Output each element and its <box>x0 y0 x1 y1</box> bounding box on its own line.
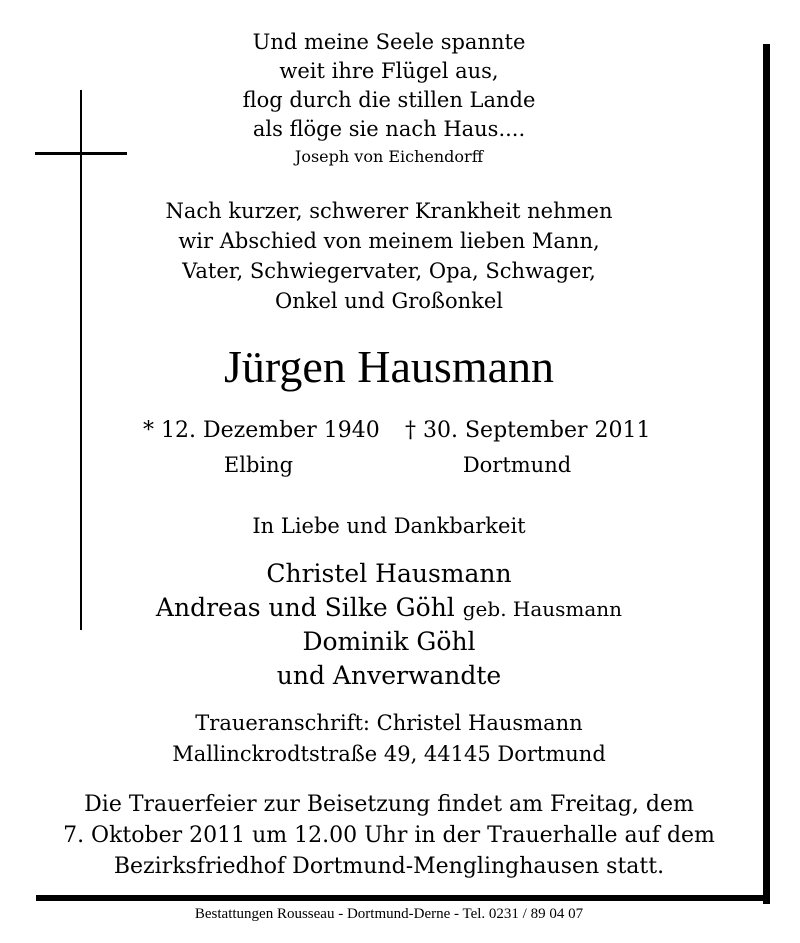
ceremony-line: Bezirksfriedhof Dortmund-Menglinghausen statt. <box>113 854 665 879</box>
address-line: Mallinckrodtstraße 49, 44145 Dortmund <box>172 742 606 766</box>
birth-date: * 12. Dezember 1940 <box>143 418 380 443</box>
birth-place: Elbing <box>223 453 294 477</box>
death-place: Dortmund <box>462 453 572 477</box>
family-member-note: geb. Hausmann <box>462 597 623 621</box>
family-member: Christel Hausmann <box>266 559 512 588</box>
ceremony-line: Die Trauerfeier zur Beisetzung findet am Freitag, dem <box>84 792 694 817</box>
intro-line: Nach kurzer, schwerer Krankheit nehmen <box>165 199 613 223</box>
poem-author: Joseph von Eichendorff <box>294 147 484 166</box>
poem-line: Und meine Seele spannte <box>252 30 526 54</box>
poem-line: flog durch die stillen Lande <box>242 88 536 112</box>
family-member: Dominik Göhl <box>302 627 476 656</box>
address-line: Traueranschrift: Christel Hausmann <box>195 711 583 735</box>
intro-line: wir Abschied von meinem lieben Mann, <box>178 229 600 253</box>
intro-line: Vater, Schwiegervater, Opa, Schwager, <box>182 259 596 283</box>
death-date: † 30. September 2011 <box>405 418 651 443</box>
frame-right-shadow <box>763 44 770 904</box>
family-member <box>0 591 778 626</box>
ceremony-line: 7. Oktober 2011 um 12.00 Uhr in der Trauerhalle auf dem <box>63 823 715 848</box>
family-member-name: Andreas und Silke Göhl <box>155 593 455 622</box>
funeral-home-footer: Bestattungen Rousseau - Dortmund-Derne - Tel. 0231 / 89 04 07 <box>194 906 584 922</box>
intro-line: Onkel und Großonkel <box>275 289 503 313</box>
poem-line: als flöge sie nach Haus.... <box>252 117 526 141</box>
closing-phrase: In Liebe und Dankbarkeit <box>252 514 526 538</box>
deceased-name: Jürgen Hausmann <box>223 341 555 392</box>
frame-bottom-rule <box>36 895 770 901</box>
poem-line: weit ihre Flügel aus, <box>279 59 499 83</box>
family-member: und Anverwandte <box>276 661 502 690</box>
